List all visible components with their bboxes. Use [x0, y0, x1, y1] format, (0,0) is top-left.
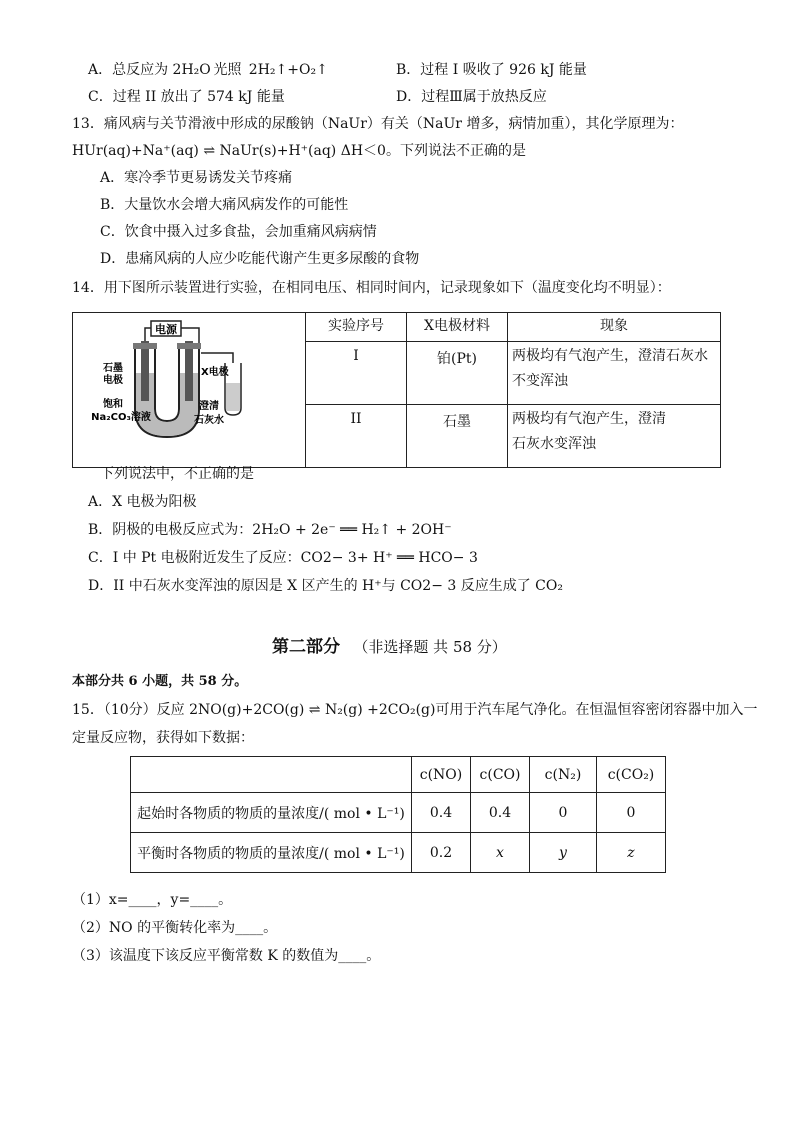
q14-header-no: 实验序号: [306, 313, 407, 342]
q14-row2-phenomenon-line1: 两极均有气泡产生，澄清: [512, 411, 666, 427]
q14-header-phenomenon: 现象: [508, 313, 721, 342]
q14-option-b: B．阴极的电极反应式为：2H₂O + 2e⁻ ══ H₂↑ + 2OH⁻: [88, 522, 452, 538]
q14-row1-material: 铂(Pt): [407, 342, 508, 405]
x-electrode: [185, 341, 193, 401]
solution-label-2: Na₂CO₃溶液: [91, 412, 151, 423]
q15-stem-line1: 15．（10分）反应 2NO(g)+2CO(g) ⇌ N₂(g) +2CO₂(g)可用于汽车尾气净化。在恒温恒容密闭容器中加入一: [72, 702, 758, 718]
part2-heading: [272, 637, 507, 657]
q15-row2-co: x: [471, 833, 530, 873]
q14-row2-no: II: [306, 405, 407, 468]
q13-stem-line2: HUr(aq)+Na⁺(aq) ⇌ NaUr(s)+H⁺(aq) ΔH＜0。下列说法不正确的是: [72, 143, 526, 159]
limewater-label-1: 澄清: [199, 401, 219, 412]
q14-option-d: D．II 中石灰水变浑浊的原因是 X 区产生的 H⁺与 CO2− 3 反应生成了 CO₂: [88, 578, 563, 594]
part2-note: 本部分共 6 小题，共 58 分。: [72, 674, 248, 689]
q14-question: 下列说法中，不正确的是: [100, 466, 254, 482]
q15-row2-label: 平衡时各物质的物质的量浓度/( mol • L⁻¹): [131, 833, 412, 873]
q14-row1-phenomenon-line1: 两极均有气泡产生，澄清石灰水: [512, 348, 708, 364]
q12-option-c: C．过程 II 放出了 574 kJ 能量: [88, 89, 285, 105]
q15-row2-no: 0.2: [412, 833, 471, 873]
solution-label-1: 饱和: [103, 399, 123, 410]
electrolysis-diagram: [73, 313, 305, 455]
q15-header-blank: [131, 757, 412, 793]
limewater-label-2: 石灰水: [194, 415, 224, 426]
part2-title: 第二部分: [272, 637, 340, 657]
q14-row2-phenomenon: [508, 405, 721, 468]
q15-header-co: c(CO): [471, 757, 530, 793]
q14-row1-phenomenon: [508, 342, 721, 405]
q15-sub2: （2）NO 的平衡转化率为____。: [72, 920, 278, 936]
q13-option-d: D．患痛风病的人应少吃能代谢产生更多尿酸的食物: [100, 251, 420, 267]
graphite-label: 石墨: [103, 363, 123, 374]
q15-stem-line2: 定量反应物，获得如下数据：: [72, 730, 254, 746]
q15-row1-label: 起始时各物质的物质的量浓度/( mol • L⁻¹): [131, 793, 412, 833]
q14-row2-phenomenon-line2: 石灰水变浑浊: [512, 436, 596, 452]
q14-table: [72, 312, 721, 468]
q15-header-co2: c(CO₂): [597, 757, 666, 793]
q13-stem-line1: 13．痛风病与关节滑液中形成的尿酸钠（NaUr）有关（NaUr 增多，病情加重），其化学原理为：: [72, 116, 684, 132]
q15-row2-n2: y: [530, 833, 597, 873]
q12-option-b: B．过程 I 吸收了 926 kJ 能量: [396, 62, 587, 78]
q15-row1-co2: 0: [597, 793, 666, 833]
q14-option-c: C．I 中 Pt 电极附近发生了反应：CO2− 3+ H⁺ ══ HCO− 3: [88, 550, 478, 566]
q15-sub1: （1）x=____，y=____。: [72, 892, 233, 908]
q15-row1-co: 0.4: [471, 793, 530, 833]
q12-option-a: A．总反应为 2H₂O 光照 2H₂↑+O₂↑: [88, 62, 328, 78]
electrolysis-apparatus-cell: [73, 313, 306, 468]
q15-row1-n2: 0: [530, 793, 597, 833]
q15-row1-no: 0.4: [412, 793, 471, 833]
q12-option-d: D．过程Ⅲ属于放热反应: [396, 89, 547, 105]
q15-header-n2: c(N₂): [530, 757, 597, 793]
graphite-electrode: [141, 341, 149, 401]
q14-stem: 14．用下图所示装置进行实验，在相同电压、相同时间内，记录现象如下（温度变化均不明显）：: [72, 280, 671, 296]
part2-subtitle: （非选择题 共 58 分）: [353, 638, 507, 656]
q15-table: [130, 756, 666, 873]
q14-option-a: A．X 电极为阳极: [88, 494, 197, 510]
q14-header-material: X电极材料: [407, 313, 508, 342]
q14-row1-phenomenon-line2: 不变浑浊: [512, 373, 568, 389]
x-electrode-label: X电极: [201, 367, 229, 378]
q13-option-b: B．大量饮水会增大痛风病发作的可能性: [100, 197, 349, 213]
q14-row1-no: I: [306, 342, 407, 405]
power-supply-label: 电源: [155, 323, 177, 336]
electrode-label: 电极: [103, 375, 123, 386]
q13-option-c: C．饮食中摄入过多食盐，会加重痛风病病情: [100, 224, 377, 240]
q14-row2-material: 石墨: [407, 405, 508, 468]
q13-option-a: A．寒冷季节更易诱发关节疼痛: [100, 170, 293, 186]
q15-header-no: c(NO): [412, 757, 471, 793]
q15-row2-co2: z: [597, 833, 666, 873]
q15-sub3: （3）该温度下该反应平衡常数 K 的数值为____。: [72, 948, 381, 964]
